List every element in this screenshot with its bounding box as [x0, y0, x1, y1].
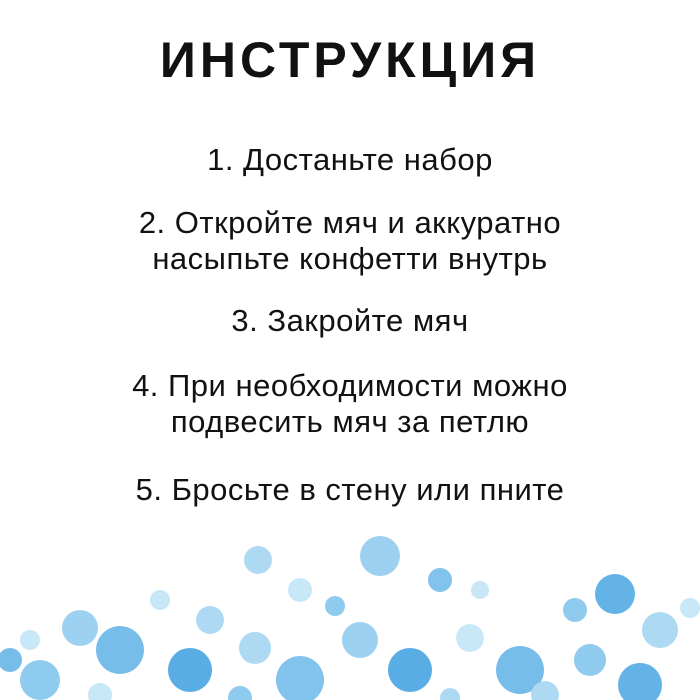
instruction-step-4: 4. При необходимости можно подвесить мяч за петлю — [132, 368, 568, 439]
confetti-dot — [325, 596, 345, 616]
confetti-dot — [228, 686, 252, 700]
confetti-dot — [618, 663, 662, 700]
confetti-dot — [62, 610, 98, 646]
confetti-dot — [288, 578, 312, 602]
confetti-dot — [20, 660, 60, 700]
confetti-dot — [471, 581, 489, 599]
confetti-dot — [574, 644, 606, 676]
confetti-dot — [150, 590, 170, 610]
page-title: ИНСТРУКЦИЯ — [159, 32, 541, 88]
instruction-step-3: 3. Закройте мяч — [231, 303, 469, 338]
instruction-step-2: 2. Откройте мяч и аккуратно насыпьте конфетти внутрь — [138, 205, 562, 276]
confetti-dot — [388, 648, 432, 692]
confetti-dot — [642, 612, 678, 648]
confetti-dot — [276, 656, 324, 700]
confetti-dot — [239, 632, 271, 664]
confetti-dot — [196, 606, 224, 634]
confetti-dot — [168, 648, 212, 692]
confetti-decoration — [0, 520, 700, 700]
confetti-dot — [360, 536, 400, 576]
confetti-dot — [88, 683, 112, 700]
confetti-dot — [428, 568, 452, 592]
confetti-dot — [563, 598, 587, 622]
confetti-dot — [244, 546, 272, 574]
confetti-dot — [342, 622, 378, 658]
confetti-dot — [456, 624, 484, 652]
confetti-dot — [96, 626, 144, 674]
instruction-step-1: 1. Достаньте набор — [207, 142, 493, 177]
confetti-dot — [440, 688, 460, 700]
confetti-dot — [595, 574, 635, 614]
confetti-dot — [20, 630, 40, 650]
instruction-step-5: 5. Бросьте в стену или пните — [135, 472, 565, 507]
confetti-dot — [680, 598, 700, 618]
confetti-dot — [0, 648, 22, 672]
